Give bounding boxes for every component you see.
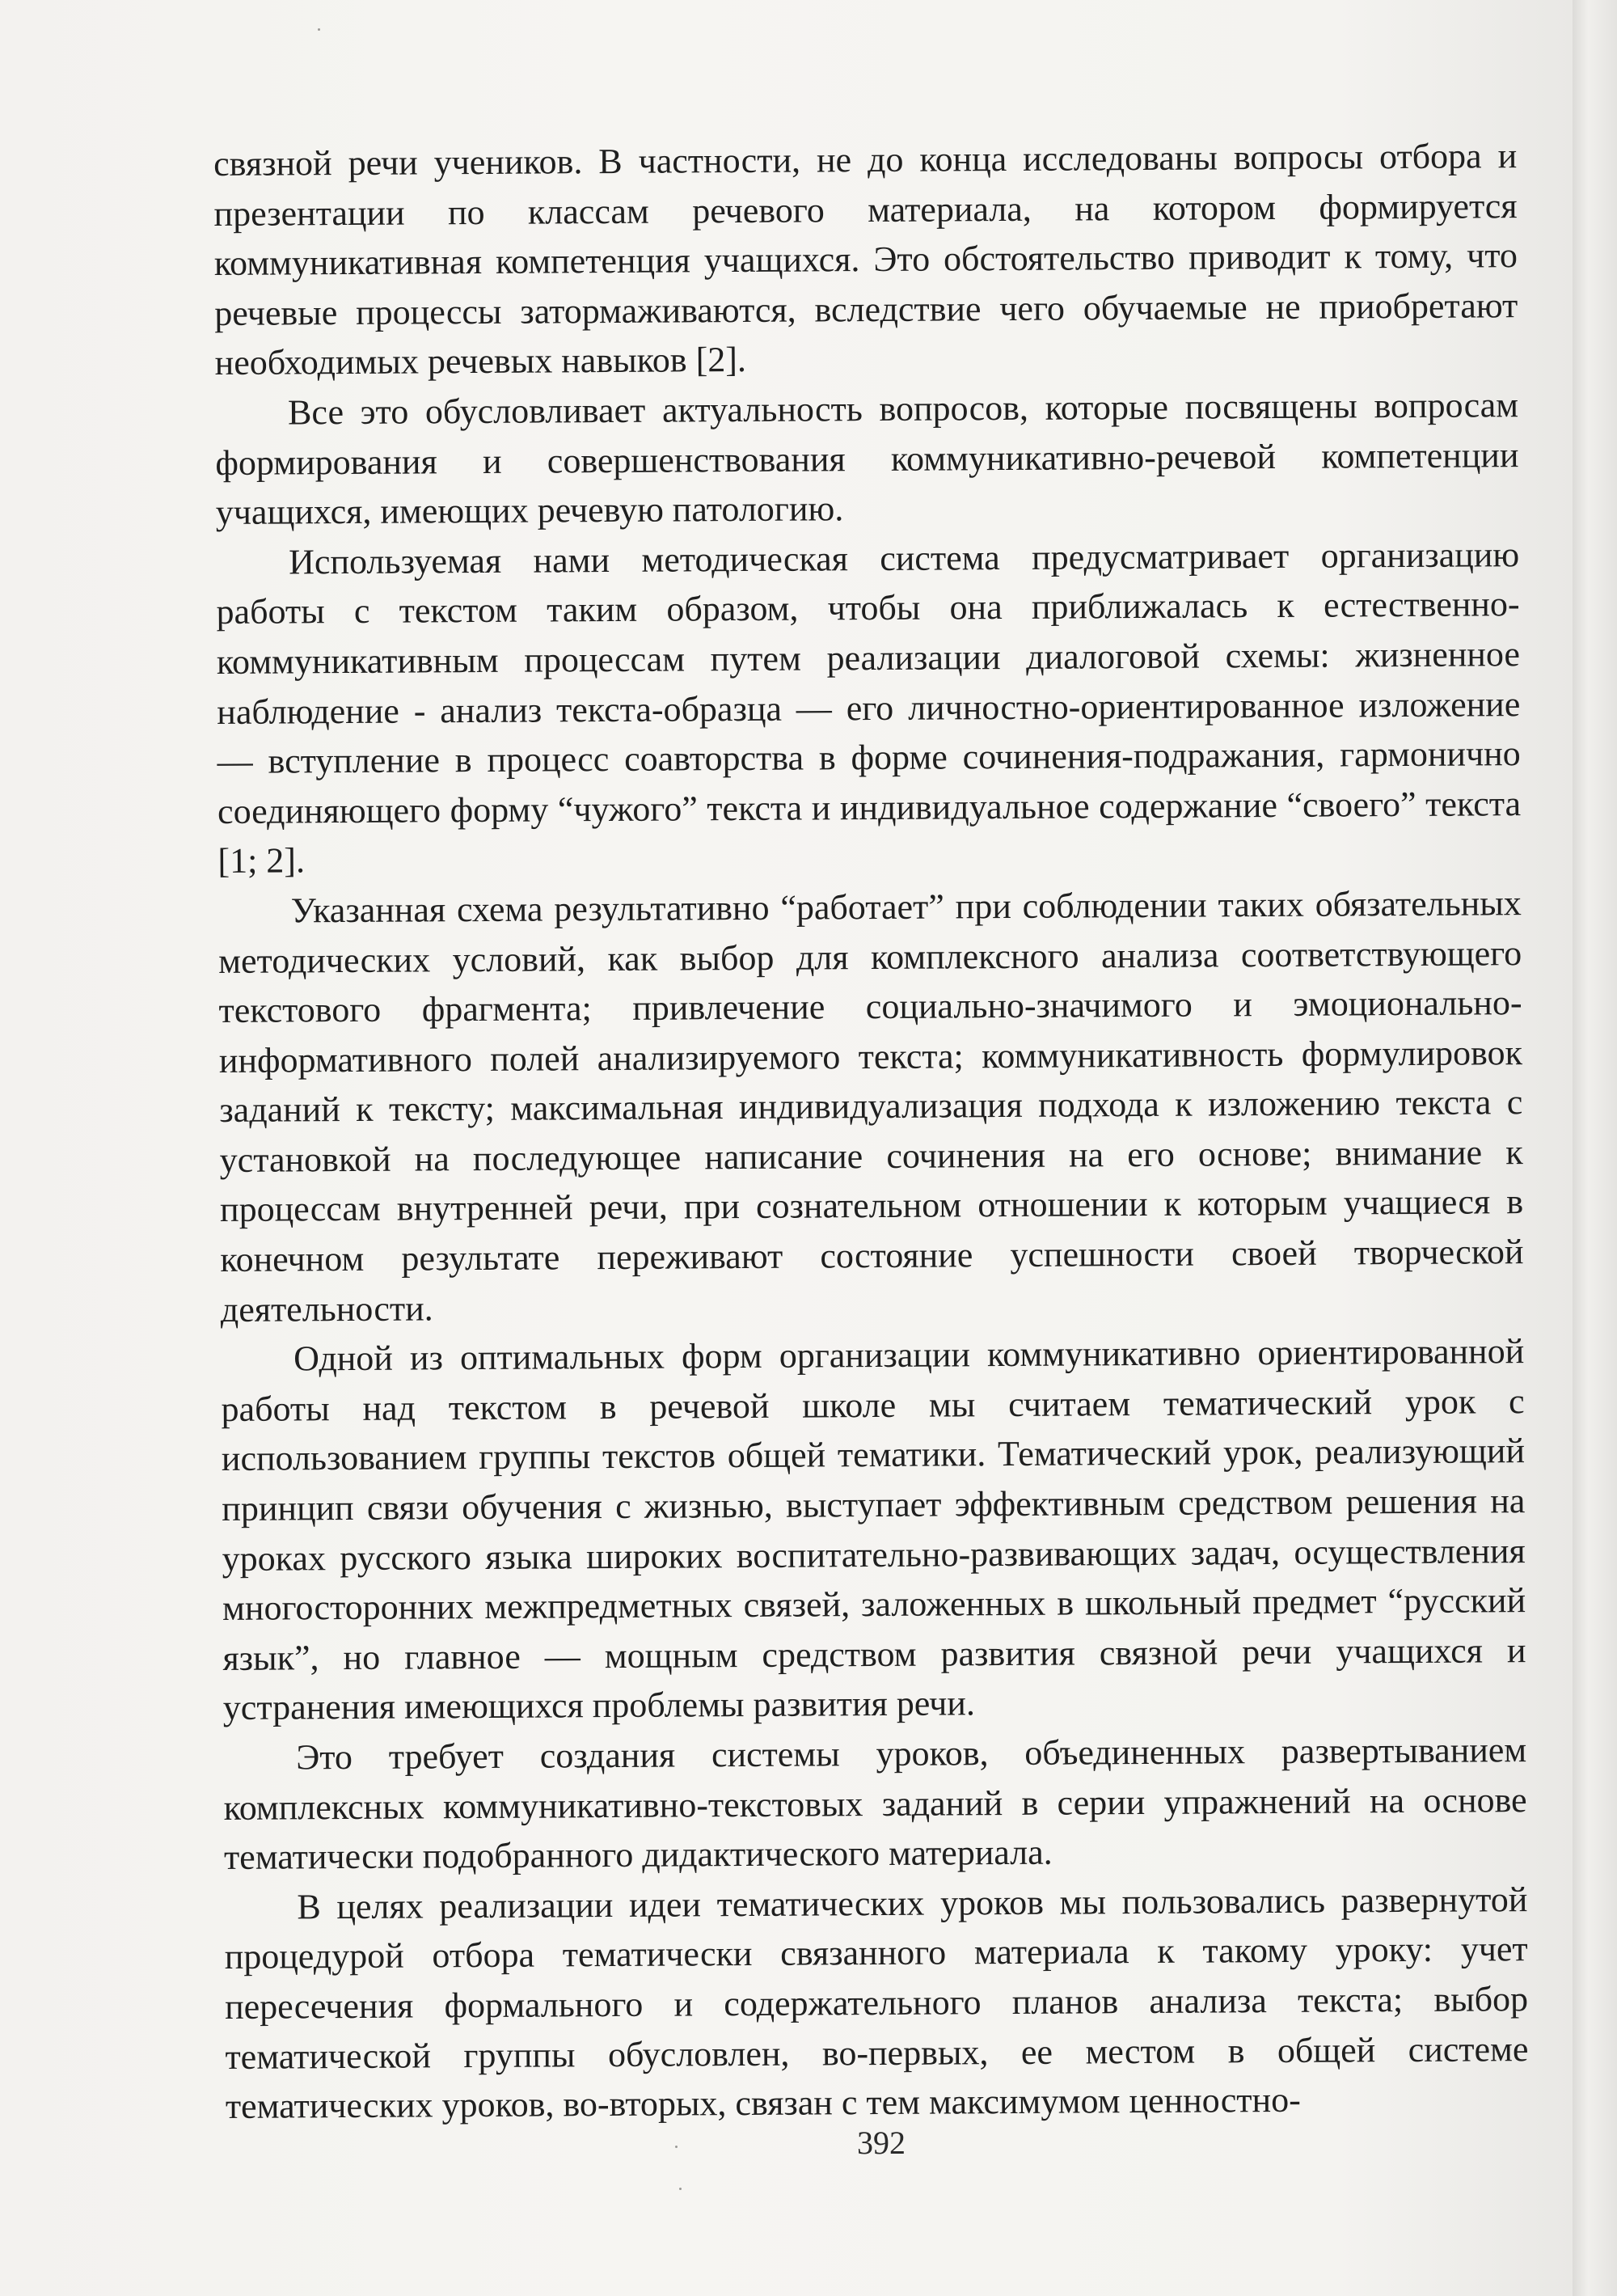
scan-speck bbox=[318, 28, 320, 31]
paragraph: Все это обусловливает актуальность вопросов, которые посвящены вопросам формирования и совершенствования коммуникативно-речевой компетенции учащихся, имеющих речевую патологию. bbox=[215, 385, 1519, 533]
scan-speck bbox=[679, 2188, 682, 2190]
paragraph: связной речи учеников. В частности, не до конца исследованы вопросы отбора и презентации по классам речевого материала, на котором формируется коммуникативная компетенция учащихся. Это обстоятельство приводит к тому, что речевые процессы затормаживаются, вследствие чего обучаемые не приобретают необходимых речевых навыков [2]. bbox=[213, 136, 1518, 383]
paragraph: Это требует создания системы уроков, объединенных развертыванием комплексных коммуникативно-текстовых заданий в серии упражнений на основе тематически подобранного дидактического материала. bbox=[223, 1730, 1527, 1878]
body-text bbox=[213, 131, 1529, 2132]
page-number: 392 bbox=[857, 2125, 906, 2161]
paragraph: В целях реализации идеи тематических уроков мы пользовались развернутой процедурой отбора тематически связанного материала к такому уроку: учет пересечения формального и содержательного планов анализа текста; выбор тематической группы обусловлен, во-первых, ее местом в общей системе тематических уроков, во-вторых, связан с тем максимумом ценностно- bbox=[224, 1879, 1529, 2127]
scan-edge bbox=[1573, 0, 1617, 2296]
paragraph: Используемая нами методическая система предусматривает организацию работы с текстом таким образом, чтобы она приближалась к естественно-коммуникативным процессам путем реализации диалоговой схемы: жизненное наблюдение - анализ текста-образца — его личностно-ориентированное изложение — вступление в процесс соавторства в форме сочинения-подражания, гармонично соединяющего форму “чужого” текста и индивидуальное содержание “своего” текста [1; 2]. bbox=[216, 534, 1522, 882]
paragraph: Указанная схема результативно “работает” при соблюдении таких обязательных методических условий, как выбор для комплексного анализа соответствующего текстового фрагмента; привлечение социально-значимого и эмоционально-информативного полей анализируемого текста; коммуникативность формулировок заданий к тексту; максимальная индивидуализация подхода к изложению текста с установкой на последующее написание сочинения на его основе; внимание к процессам внутренней речи, при сознательном отношении к которым учащиеся в конечном результате переживают состояние успешности своей творческой деятельности. bbox=[218, 883, 1524, 1330]
paragraph: Одной из оптимальных форм организации коммуникативно ориентированной работы над текстом в речевой школе мы считаем тематический урок с использованием группы текстов общей тематики. Тематический урок, реализующий принцип связи обучения с жизнью, выступает эффективным средством решения на уроках русского языка широких воспитательно-развивающих задач, осуществления многосторонних межпредметных связей, заложенных в школьный предмет “русский язык”, но главное — мощным средством развития связной речи учащихся и устранения имеющихся проблемы развития речи. bbox=[221, 1331, 1526, 1728]
